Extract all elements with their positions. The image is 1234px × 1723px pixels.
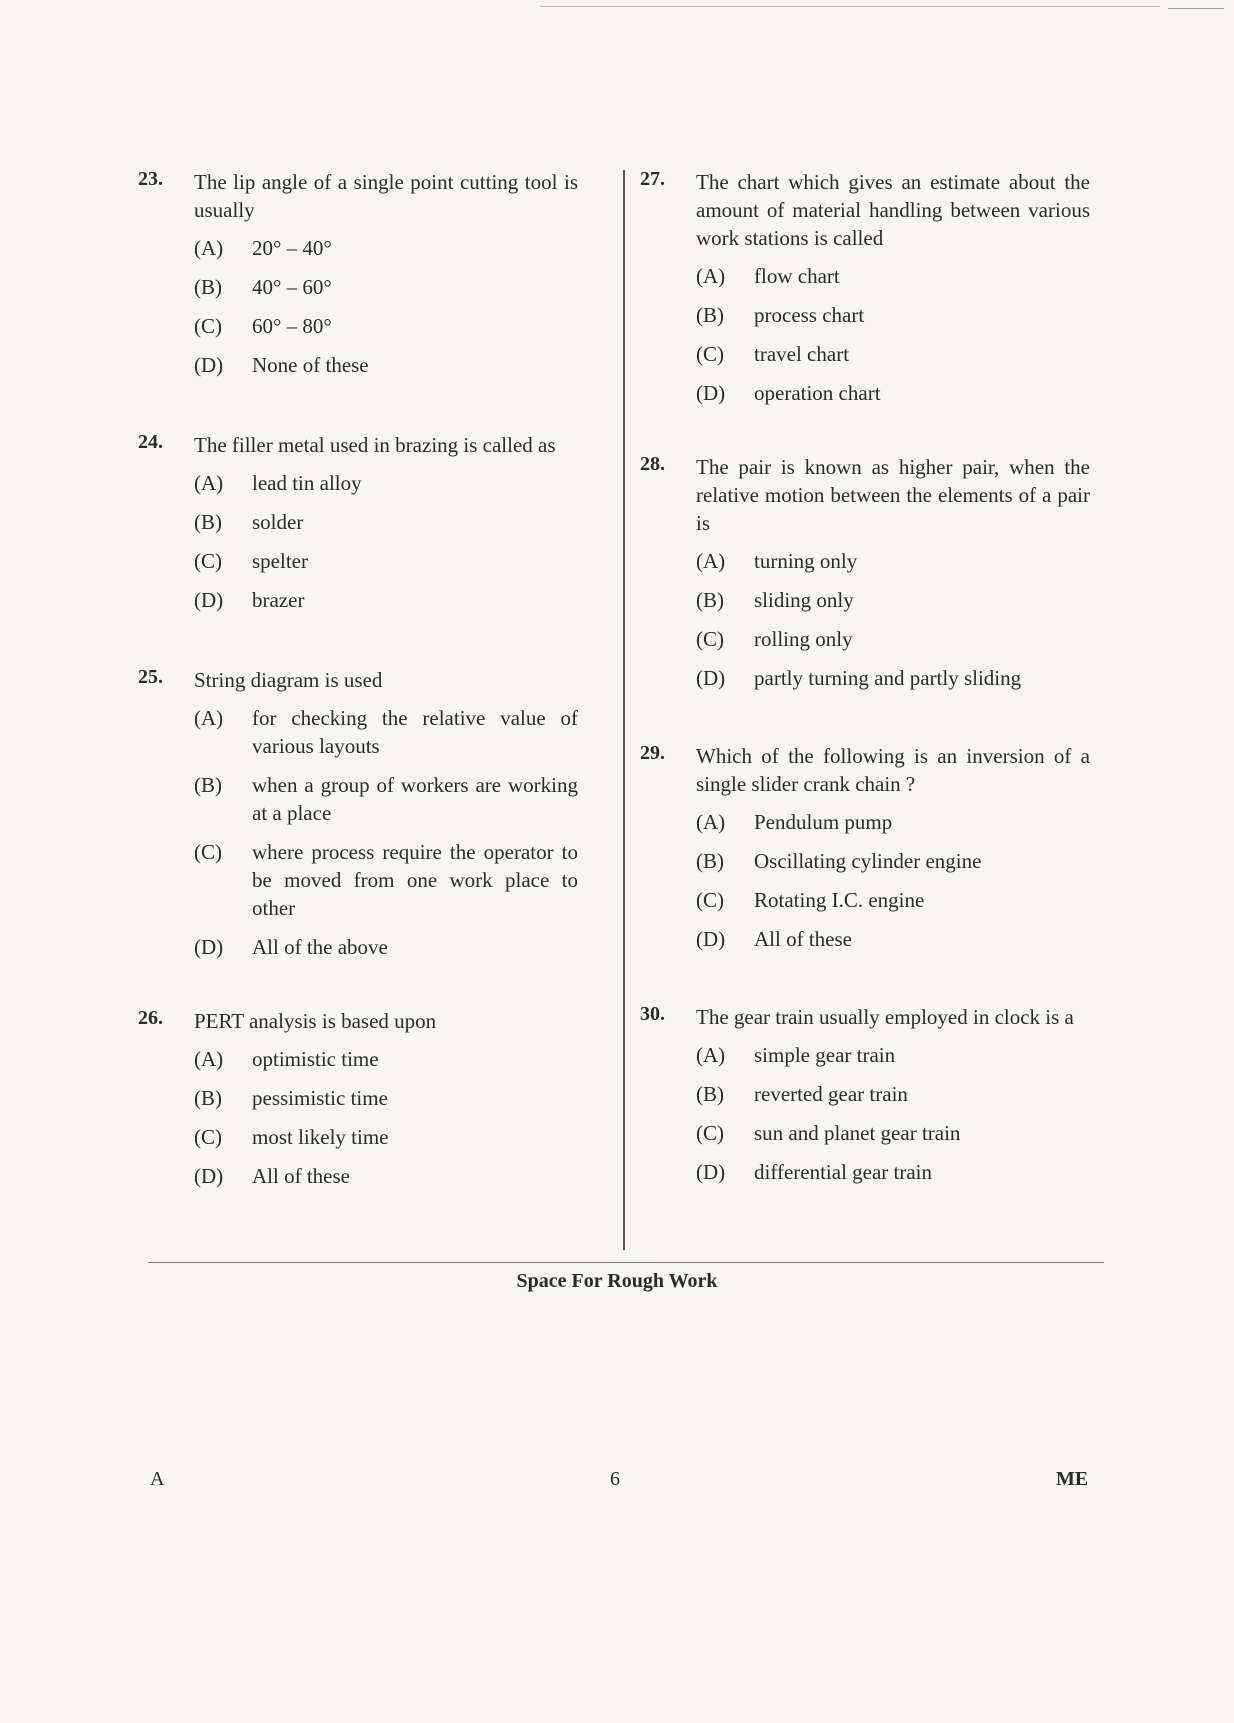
option-item	[194, 933, 578, 961]
question-number: 23.	[138, 168, 163, 190]
option-item	[194, 547, 578, 575]
option-item	[696, 262, 1090, 290]
option-list	[194, 469, 578, 614]
option-item	[194, 1084, 578, 1112]
option-label: (A)	[696, 264, 726, 288]
option-label: (D)	[696, 927, 726, 951]
option-item	[696, 1080, 1090, 1108]
option-label: (A)	[194, 1047, 224, 1071]
option-label: (B)	[194, 510, 222, 534]
question-number: 29.	[640, 742, 665, 764]
option-item	[696, 886, 1090, 914]
left-column	[138, 168, 578, 1201]
option-label: (B)	[696, 849, 724, 873]
option-label: (B)	[696, 303, 724, 327]
option-item	[194, 704, 578, 760]
option-text: All of these	[754, 927, 852, 951]
top-rule-right	[1168, 8, 1224, 9]
option-list	[194, 1045, 578, 1190]
option-text: when a group of workers are working at a place	[252, 773, 578, 825]
option-label: (D)	[696, 381, 726, 405]
option-text: brazer	[252, 588, 305, 612]
option-item	[696, 547, 1090, 575]
option-text: 20° – 40°	[252, 236, 332, 260]
option-item	[696, 1041, 1090, 1069]
option-text: turning only	[754, 549, 858, 573]
question	[138, 666, 578, 961]
bottom-rule	[148, 1262, 1104, 1263]
option-label: (C)	[194, 314, 222, 338]
column-divider	[623, 170, 625, 1250]
option-label: (A)	[194, 706, 224, 730]
option-text: most likely time	[252, 1125, 389, 1149]
option-text: operation chart	[754, 381, 881, 405]
option-label: (B)	[696, 1082, 724, 1106]
option-text: optimistic time	[252, 1047, 379, 1071]
option-text: simple gear train	[754, 1043, 896, 1067]
option-text: All of the above	[252, 935, 388, 959]
option-label: (D)	[696, 666, 726, 690]
option-item	[194, 771, 578, 827]
option-label: (C)	[194, 1125, 222, 1149]
option-item	[194, 1162, 578, 1190]
option-text: partly turning and partly sliding	[754, 666, 1022, 690]
option-label: (C)	[696, 888, 724, 912]
option-text: rolling only	[754, 627, 853, 651]
question-text: The lip angle of a single point cutting tool is usually	[194, 170, 578, 222]
option-text: Rotating I.C. engine	[754, 888, 925, 912]
option-item	[696, 340, 1090, 368]
footer-series: A	[150, 1468, 165, 1490]
option-item	[194, 1045, 578, 1073]
option-text: sun and planet gear train	[754, 1121, 961, 1145]
option-text: where process require the operator to be moved from one work place to other	[252, 840, 578, 920]
option-label: (A)	[696, 1043, 726, 1067]
question	[640, 1003, 1090, 1186]
option-label: (C)	[194, 840, 222, 864]
option-item	[696, 301, 1090, 329]
option-text: pessimistic time	[252, 1086, 388, 1110]
option-text: None of these	[252, 353, 369, 377]
option-text: solder	[252, 510, 304, 534]
option-label: (D)	[194, 588, 224, 612]
option-label: (D)	[696, 1160, 726, 1184]
option-item	[194, 234, 578, 262]
option-item	[194, 1123, 578, 1151]
option-label: (A)	[194, 236, 224, 260]
option-item	[696, 847, 1090, 875]
option-text: travel chart	[754, 342, 850, 366]
option-item	[696, 1119, 1090, 1147]
option-item	[696, 808, 1090, 836]
option-text: All of these	[252, 1164, 350, 1188]
question-number: 28.	[640, 453, 665, 475]
question-number: 25.	[138, 666, 163, 688]
option-label: (B)	[194, 1086, 222, 1110]
option-item	[696, 379, 1090, 407]
question	[640, 168, 1090, 407]
option-label: (D)	[194, 935, 224, 959]
option-label: (B)	[194, 773, 222, 797]
option-text: 60° – 80°	[252, 314, 332, 338]
option-label: (D)	[194, 353, 224, 377]
option-list	[696, 808, 1090, 953]
option-text: differential gear train	[754, 1160, 933, 1184]
option-text: spelter	[252, 549, 308, 573]
question	[640, 742, 1090, 953]
question-text: The filler metal used in brazing is called as	[194, 433, 556, 457]
option-label: (C)	[696, 627, 724, 651]
option-item	[194, 312, 578, 340]
option-label: (A)	[696, 810, 726, 834]
option-label: (C)	[696, 1121, 724, 1145]
option-text: sliding only	[754, 588, 854, 612]
option-label: (D)	[194, 1164, 224, 1188]
option-text: lead tin alloy	[252, 471, 362, 495]
option-list	[696, 547, 1090, 692]
option-label: (C)	[194, 549, 222, 573]
option-text: for checking the relative value of various layouts	[252, 706, 578, 758]
question-text: PERT analysis is based upon	[194, 1009, 437, 1033]
option-text: reverted gear train	[754, 1082, 908, 1106]
option-text: process chart	[754, 303, 865, 327]
option-list	[696, 262, 1090, 407]
option-text: flow chart	[754, 264, 840, 288]
question-number: 26.	[138, 1007, 163, 1029]
option-item	[696, 1158, 1090, 1186]
question-text: The gear train usually employed in clock is a	[696, 1005, 1074, 1029]
top-rule	[540, 6, 1160, 7]
option-item	[194, 508, 578, 536]
question-text: The pair is known as higher pair, when the relative motion between the elements of a pair is	[696, 455, 1090, 535]
question-number: 27.	[640, 168, 665, 190]
option-item	[194, 273, 578, 301]
option-item	[696, 625, 1090, 653]
question-text: The chart which gives an estimate about the amount of material handling between various work stations is called	[696, 170, 1090, 250]
option-item	[696, 664, 1090, 692]
rough-work-label: Space For Rough Work	[516, 1270, 718, 1292]
question	[138, 168, 578, 379]
option-list	[194, 704, 578, 961]
right-column	[640, 168, 1090, 1197]
option-item	[194, 586, 578, 614]
question	[138, 431, 578, 614]
question	[138, 1007, 578, 1190]
option-item	[696, 586, 1090, 614]
option-text: 40° – 60°	[252, 275, 332, 299]
question-number: 30.	[640, 1003, 665, 1025]
option-item	[194, 838, 578, 922]
option-label: (C)	[696, 342, 724, 366]
option-text: Oscillating cylinder engine	[754, 849, 982, 873]
question-text: String diagram is used	[194, 668, 383, 692]
option-list	[194, 234, 578, 379]
question	[640, 453, 1090, 692]
option-item	[194, 469, 578, 497]
question-text: Which of the following is an inversion of a single slider crank chain ?	[696, 744, 1090, 796]
option-item	[194, 351, 578, 379]
option-label: (B)	[696, 588, 724, 612]
option-label: (A)	[194, 471, 224, 495]
option-list	[696, 1041, 1090, 1186]
footer-subject-code: ME	[1056, 1468, 1089, 1490]
option-text: Pendulum pump	[754, 810, 893, 834]
option-item	[696, 925, 1090, 953]
page-number: 6	[610, 1468, 620, 1490]
question-number: 24.	[138, 431, 163, 453]
option-label: (B)	[194, 275, 222, 299]
option-label: (A)	[696, 549, 726, 573]
